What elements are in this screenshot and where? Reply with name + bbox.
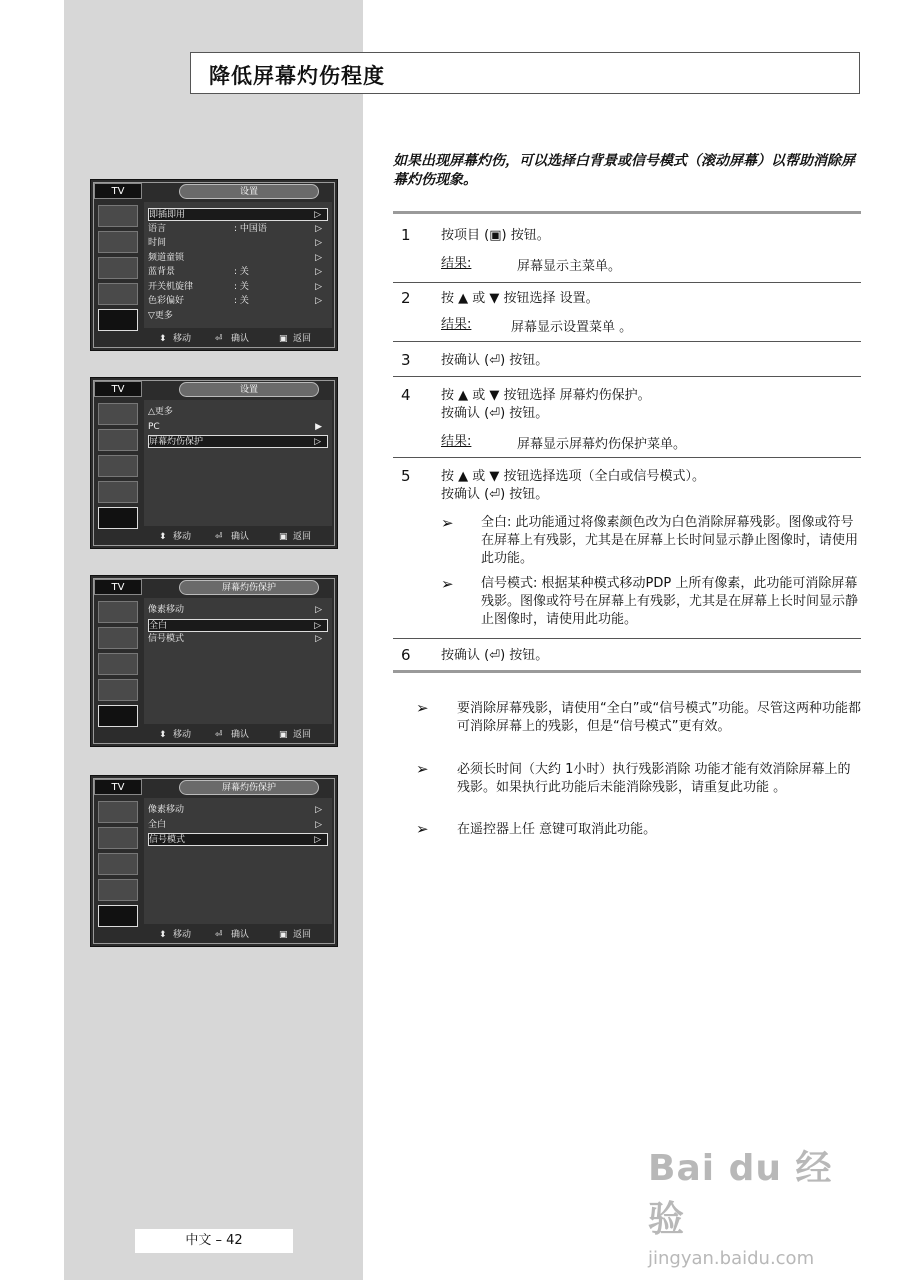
tv-menu-1 xyxy=(90,179,338,351)
divider xyxy=(393,376,861,377)
move-updown-icon: ⬍ xyxy=(159,532,167,542)
menu-item-arrow-icon: ▷ xyxy=(315,281,322,292)
menu-item-arrow-icon: ▷ xyxy=(314,620,321,631)
menu-item-arrow-icon: ▷ xyxy=(314,210,321,220)
menu-item[interactable] xyxy=(148,252,328,265)
move-label: 移动 xyxy=(173,930,192,940)
menu-item-arrow-icon: ▷ xyxy=(315,805,322,815)
enter-label: 确认 xyxy=(231,532,250,542)
tv-label: TV xyxy=(94,381,142,397)
menu-item-label: 全白 xyxy=(149,620,168,631)
menu-item[interactable] xyxy=(148,804,328,817)
step-4-result: 屏幕显示屏幕灼伤保护菜单。 xyxy=(517,437,687,452)
step-2-result: 屏幕显示设置菜单 。 xyxy=(511,320,633,335)
setup-icon[interactable] xyxy=(98,705,138,727)
setup-icon[interactable] xyxy=(98,507,138,529)
menu-item-label: 全白 xyxy=(148,819,167,830)
return-label: 返回 xyxy=(293,930,312,940)
menu-panel xyxy=(144,400,332,526)
arrow-bullet-icon: ➢ xyxy=(441,575,454,593)
return-icon: ▣ xyxy=(279,334,288,344)
menu-item-arrow-icon: ▷ xyxy=(315,252,322,263)
menu-item-arrow-icon: ▷ xyxy=(315,634,322,644)
menu-title: 设置 xyxy=(179,382,319,397)
menu-title: 设置 xyxy=(179,184,319,199)
menu-item-label: 频道童锁 xyxy=(148,252,185,263)
step-5-text-2: 按确认 (⏎) 按钮。 xyxy=(441,487,549,502)
menu-icon-column xyxy=(95,400,141,536)
return-icon: ▣ xyxy=(279,930,288,940)
menu-item-arrow-icon: ▷ xyxy=(315,819,322,830)
menu-item-arrow-icon: ▷ xyxy=(315,238,322,248)
page-number: 中文 – 42 xyxy=(135,1229,293,1253)
steps-bottom-rule xyxy=(393,670,861,673)
enter-icon: ⏎ xyxy=(215,730,223,740)
tv-label: TV xyxy=(94,579,142,595)
enter-icon: ⏎ xyxy=(215,930,223,940)
menu-item-label: 像素移动 xyxy=(148,805,185,815)
channel-icon[interactable] xyxy=(98,879,138,901)
arrow-bullet-icon: ➢ xyxy=(416,820,429,838)
antenna-icon[interactable] xyxy=(98,801,138,823)
move-label: 移动 xyxy=(173,730,192,740)
menu-item[interactable] xyxy=(148,604,328,617)
sound-icon[interactable] xyxy=(98,653,138,675)
sound-icon[interactable] xyxy=(98,853,138,875)
steps-top-rule xyxy=(393,211,861,214)
divider xyxy=(393,638,861,639)
step-5-note-signal: 信号模式: 根据某种模式移动PDP 上所有像素，此功能可消除屏幕残影。图像或符号在屏幕上有残影，尤其是在屏幕上长时间显示静止图像时，请使用此功能。 xyxy=(481,576,859,627)
menu-item[interactable] xyxy=(148,633,328,646)
picture-icon[interactable] xyxy=(98,231,138,253)
menu-item[interactable] xyxy=(148,237,328,250)
step-6-number: 6 xyxy=(401,646,411,664)
menu-item[interactable] xyxy=(148,223,328,236)
menu-item-value: : 关 xyxy=(234,281,249,292)
menu-item[interactable] xyxy=(148,208,328,221)
step-5-text-1: 按 ▲ 或 ▼ 按钮选择选项（全白或信号模式）。 xyxy=(441,469,706,484)
menu-footer xyxy=(143,331,333,347)
menu-item-label: 色彩偏好 xyxy=(148,296,185,306)
menu-item-arrow-icon: ▷ xyxy=(315,296,322,306)
setup-icon[interactable] xyxy=(98,309,138,331)
step-1-result-label: 结果: xyxy=(441,256,472,271)
step-1-text: 按项目 (▣) 按钮。 xyxy=(441,228,550,243)
sound-icon[interactable] xyxy=(98,257,138,279)
menu-item-label: 即插即用 xyxy=(149,210,186,220)
step-2-text: 按 ▲ 或 ▼ 按钮选择 设置。 xyxy=(441,291,599,306)
picture-icon[interactable] xyxy=(98,429,138,451)
setup-icon[interactable] xyxy=(98,905,138,927)
divider xyxy=(393,341,861,342)
antenna-icon[interactable] xyxy=(98,205,138,227)
picture-icon[interactable] xyxy=(98,827,138,849)
move-updown-icon: ⬍ xyxy=(159,930,167,940)
step-3-text: 按确认 (⏎) 按钮。 xyxy=(441,353,549,368)
menu-item-label: PC xyxy=(148,421,160,432)
menu-footer xyxy=(143,727,333,743)
step-4-result-label: 结果: xyxy=(441,434,472,449)
step-1-result: 屏幕显示主菜单。 xyxy=(517,259,622,274)
channel-icon[interactable] xyxy=(98,481,138,503)
menu-item[interactable] xyxy=(148,310,328,323)
return-icon: ▣ xyxy=(279,532,288,542)
enter-icon: ⏎ xyxy=(215,532,223,542)
note-1: 要消除屏幕残影，请使用“全白”或“信号模式”功能。尽管这两种功能都可消除屏幕上的残影，但是“信号模式”更有效。 xyxy=(457,701,861,734)
menu-item-label: 蓝背景 xyxy=(148,267,176,277)
menu-footer xyxy=(143,529,333,545)
move-updown-icon: ⬍ xyxy=(159,730,167,740)
step-4-text-1: 按 ▲ 或 ▼ 按钮选择 屏幕灼伤保护。 xyxy=(441,388,651,403)
tv-label: TV xyxy=(94,183,142,199)
menu-panel xyxy=(144,598,332,724)
menu-item-arrow-icon: ▷ xyxy=(315,267,322,277)
menu-item[interactable] xyxy=(148,281,328,294)
page-title: 降低屏幕灼伤程度 xyxy=(209,64,385,88)
menu-item-label: △更多 xyxy=(148,407,173,417)
step-1-number: 1 xyxy=(401,226,411,244)
channel-icon[interactable] xyxy=(98,283,138,305)
menu-title: 屏幕灼伤保护 xyxy=(179,780,319,795)
enter-icon: ⏎ xyxy=(215,334,223,344)
menu-item-value: : 中国语 xyxy=(234,223,267,234)
menu-item[interactable] xyxy=(148,295,328,308)
menu-item[interactable] xyxy=(148,266,328,279)
watermark-logo: Bai du 经验 jingyan.baidu.com xyxy=(648,1148,833,1269)
picture-icon[interactable] xyxy=(98,627,138,649)
arrow-bullet-icon: ➢ xyxy=(416,760,429,778)
tv-label: TV xyxy=(94,779,142,795)
return-label: 返回 xyxy=(293,334,312,344)
menu-panel xyxy=(144,798,332,924)
enter-label: 确认 xyxy=(231,334,250,344)
step-5-note-white: 全白: 此功能通过将像素颜色改为白色消除屏幕残影。图像或符号在屏幕上有残影，尤其是在屏幕上长时间显示静止图像时，请使用此功能。 xyxy=(481,515,859,566)
antenna-icon[interactable] xyxy=(98,403,138,425)
menu-item[interactable] xyxy=(148,421,328,434)
menu-item-value: : 关 xyxy=(234,296,249,306)
move-label: 移动 xyxy=(173,334,192,344)
return-icon: ▣ xyxy=(279,730,288,740)
menu-item-arrow-icon: ▷ xyxy=(315,605,322,615)
menu-item-arrow-icon: ▷ xyxy=(314,437,321,447)
step-2-number: 2 xyxy=(401,289,411,307)
tv-menu-3 xyxy=(90,575,338,747)
divider xyxy=(393,282,861,283)
antenna-icon[interactable] xyxy=(98,601,138,623)
menu-item-arrow-icon: ▶ xyxy=(315,421,322,432)
menu-item-arrow-icon: ▷ xyxy=(315,223,322,234)
return-label: 返回 xyxy=(293,730,312,740)
menu-item-value: : 关 xyxy=(234,267,249,277)
arrow-bullet-icon: ➢ xyxy=(441,514,454,532)
note-3: 在遥控器上任 意键可取消此功能。 xyxy=(457,822,657,837)
menu-icon-column xyxy=(95,598,141,734)
divider xyxy=(393,457,861,458)
sound-icon[interactable] xyxy=(98,455,138,477)
menu-item-label: 像素移动 xyxy=(148,605,185,615)
menu-icon-column xyxy=(95,798,141,934)
menu-item[interactable] xyxy=(148,833,328,846)
menu-item[interactable] xyxy=(148,406,328,419)
menu-item-label: 信号模式 xyxy=(148,634,185,644)
menu-item-label: 时间 xyxy=(148,238,167,248)
menu-footer xyxy=(143,927,333,943)
menu-icon-column xyxy=(95,202,141,338)
enter-label: 确认 xyxy=(231,930,250,940)
intro-text: 如果出现屏幕灼伤，可以选择白背景或信号模式（滚动屏幕）以帮助消除屏幕灼伤现象。 xyxy=(393,153,855,188)
menu-panel xyxy=(144,202,332,328)
return-label: 返回 xyxy=(293,532,312,542)
tv-menu-2 xyxy=(90,377,338,549)
step-4-number: 4 xyxy=(401,386,411,404)
menu-item-label: 开关机旋律 xyxy=(148,281,194,292)
menu-item[interactable] xyxy=(148,819,328,832)
arrow-bullet-icon: ➢ xyxy=(416,699,429,717)
step-2-result-label: 结果: xyxy=(441,317,472,332)
move-label: 移动 xyxy=(173,532,192,542)
menu-item-label: 屏幕灼伤保护 xyxy=(149,437,204,447)
enter-label: 确认 xyxy=(231,730,250,740)
menu-item[interactable] xyxy=(148,619,328,632)
menu-title: 屏幕灼伤保护 xyxy=(179,580,319,595)
menu-item[interactable] xyxy=(148,435,328,448)
move-updown-icon: ⬍ xyxy=(159,334,167,344)
page-title-box xyxy=(190,52,860,94)
menu-item-arrow-icon: ▷ xyxy=(314,835,321,845)
note-2: 必须长时间（大约 1小时）执行残影消除 功能才能有效消除屏幕上的残影。如果执行此功能后未能消除残影，请重复此功能 。 xyxy=(457,762,851,795)
step-6-text: 按确认 (⏎) 按钮。 xyxy=(441,648,549,663)
menu-item-label: ▽更多 xyxy=(148,310,173,321)
tv-menu-4 xyxy=(90,775,338,947)
step-5-number: 5 xyxy=(401,467,411,485)
menu-item-label: 信号模式 xyxy=(149,835,186,845)
step-3-number: 3 xyxy=(401,351,411,369)
channel-icon[interactable] xyxy=(98,679,138,701)
menu-item-label: 语言 xyxy=(148,223,167,234)
step-4-text-2: 按确认 (⏎) 按钮。 xyxy=(441,406,549,421)
